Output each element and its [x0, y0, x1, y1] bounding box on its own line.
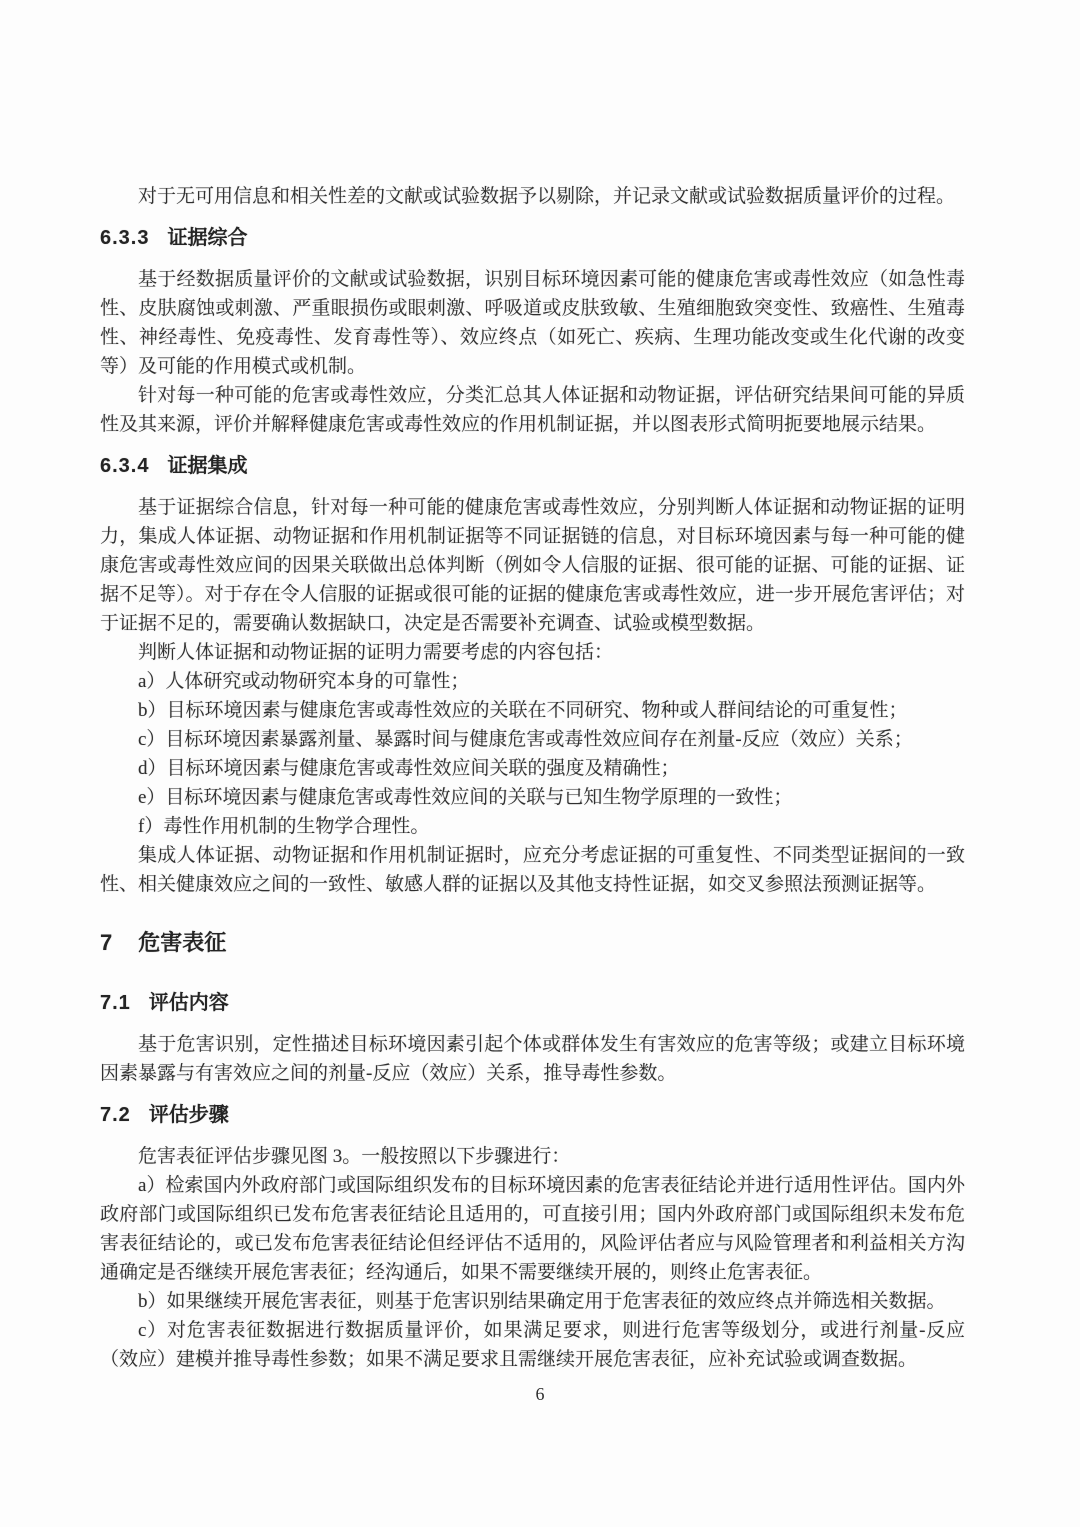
body-paragraph: 集成人体证据、动物证据和作用机制证据时，应充分考虑证据的可重复性、不同类型证据间的一致性、相关健康效应之间的一致性、敏感人群的证据以及其他支持性证据，如交叉参照法预测证据等。	[100, 845, 965, 895]
heading-number: 6.3.4	[100, 455, 150, 477]
page-number: 6	[535, 1384, 545, 1404]
body-paragraph: 危害表征评估步骤见图 3。一般按照以下步骤进行：	[138, 1146, 571, 1167]
heading-number: 6.3.3	[100, 227, 150, 249]
heading-title: 证据集成	[167, 455, 248, 477]
body-paragraph: 判断人体证据和动物证据的证明力需要考虑的内容包括：	[138, 642, 614, 663]
body-paragraph: 基于经数据质量评价的文献或试验数据，识别目标环境因素可能的健康危害或毒性效应（如急性毒性、皮肤腐蚀或刺激、严重眼损伤或眼刺激、呼吸道或皮肤致敏、生殖细胞致突变性、致癌性、生殖毒性、神经毒性、免疫毒性、发育毒性等）、效应终点（如死亡、疾病、生理功能改变或生化代谢的改变等）及可能的作用模式或机制。	[100, 269, 965, 377]
body-paragraph: 基于证据综合信息，针对每一种可能的健康危害或毒性效应，分别判断人体证据和动物证据的证明力，集成人体证据、动物证据和作用机制证据等不同证据链的信息，对目标环境因素与每一种可能的健康危害或毒性效应间的因果关联做出总体判断（例如令人信服的证据、很可能的证据、可能的证据、证据不足等）。对于存在令人信服的证据或很可能的证据的健康危害或毒性效应，进一步开展危害评估；对于证据不足的，需要确认数据缺口，决定是否需要补充调查、试验或模型数据。	[100, 497, 965, 634]
step-item-b: b）如果继续开展危害表征，则基于危害识别结果确定用于危害表征的效应终点并筛选相关数据。	[138, 1291, 946, 1312]
step-item-a: a）检索国内外政府部门或国际组织发布的目标环境因素的危害表征结论并进行适用性评估。国内外政府部门或国际组织已发布危害表征结论且适用的，可直接引用；国内外政府部门或国际组织未发布危害表征结论的，或已发布危害表征结论但经评估不适用的，风险评估者应与风险管理者和利益相关方沟通确定是否继续开展危害表征；经沟通后，如果不需要继续开展的，则终止危害表征。	[100, 1175, 965, 1283]
heading-number: 7.2	[100, 1104, 131, 1126]
list-item-c: c）目标环境因素暴露剂量、暴露时间与健康危害或毒性效应间存在剂量-反应（效应）关系；	[138, 729, 913, 750]
list-item-b: b）目标环境因素与健康危害或毒性效应的关联在不同研究、物种或人群间结论的可重复性；	[138, 700, 908, 721]
heading-6-3-4	[100, 452, 965, 481]
heading-7-1	[100, 989, 965, 1018]
heading-number: 7.1	[100, 992, 131, 1014]
step-item-c: c）对危害表征数据进行数据质量评价，如果满足要求，则进行危害等级划分，或进行剂量-反应（效应）建模并推导毒性参数；如果不满足要求且需继续开展危害表征，应补充试验或调查数据。	[100, 1320, 965, 1370]
chapter-heading-7	[100, 927, 965, 959]
heading-number: 7	[100, 930, 113, 955]
body-paragraph: 基于危害识别，定性描述目标环境因素引起个体或群体发生有害效应的危害等级；或建立目标环境因素暴露与有害效应之间的剂量-反应（效应）关系，推导毒性参数。	[100, 1034, 965, 1084]
heading-7-2	[100, 1101, 965, 1130]
heading-title: 危害表征	[138, 930, 227, 955]
heading-title: 证据综合	[167, 227, 248, 249]
list-item-f: f）毒性作用机制的生物学合理性。	[138, 816, 430, 837]
list-item-d: d）目标环境因素与健康危害或毒性效应间关联的强度及精确性；	[138, 758, 680, 779]
body-paragraph: 针对每一种可能的危害或毒性效应，分类汇总其人体证据和动物证据，评估研究结果间可能的异质性及其来源，评价并解释健康危害或毒性效应的作用机制证据，并以图表形式简明扼要地展示结果。	[100, 385, 965, 435]
list-item-e: e）目标环境因素与健康危害或毒性效应间的关联与已知生物学原理的一致性；	[138, 787, 793, 808]
body-paragraph: 对于无可用信息和相关性差的文献或试验数据予以剔除，并记录文献或试验数据质量评价的过程。	[138, 186, 956, 207]
heading-title: 评估步骤	[148, 1104, 229, 1126]
heading-title: 评估内容	[148, 992, 229, 1014]
heading-6-3-3	[100, 224, 965, 253]
list-item-a: a）人体研究或动物研究本身的可靠性；	[138, 671, 470, 692]
